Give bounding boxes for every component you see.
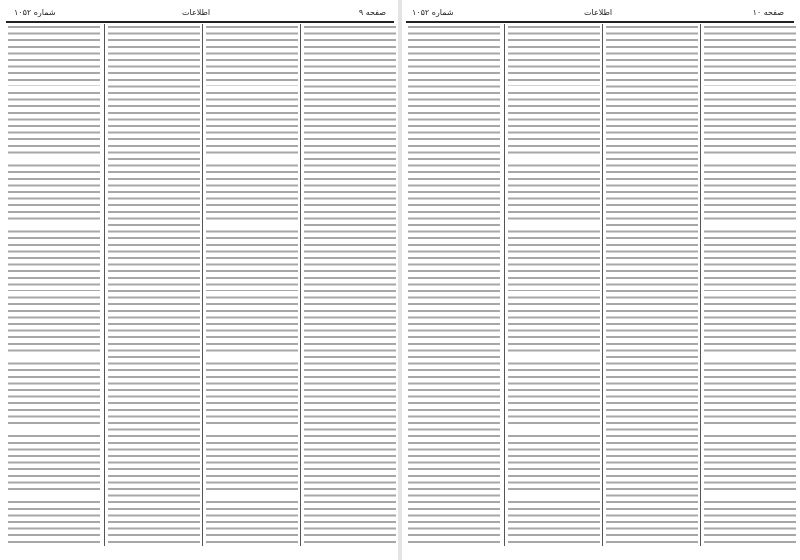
column-divider [104, 24, 105, 546]
page-number: صفحه ۹ [358, 8, 386, 17]
text-column [508, 26, 600, 546]
newspaper-title: اطلاعات [584, 8, 613, 17]
page-number: صفحه ۱۰ [752, 8, 784, 17]
text-column [8, 26, 100, 546]
column-divider [202, 24, 203, 546]
header-rule [6, 21, 394, 23]
header-rule [406, 21, 794, 23]
text-column [606, 26, 698, 546]
issue-number: شماره ۱۰۵۲ [14, 8, 56, 17]
text-column [304, 26, 396, 546]
text-column [408, 26, 500, 546]
text-column [206, 26, 298, 546]
text-column [108, 26, 200, 546]
issue-number: شماره ۱۰۵۲ [412, 8, 454, 17]
column-divider [300, 24, 301, 546]
newspaper-title: اطلاعات [182, 8, 211, 17]
column-divider [504, 24, 505, 546]
newspaper-page-right [400, 0, 800, 560]
column-divider [700, 24, 701, 546]
text-column [704, 26, 796, 546]
column-divider [602, 24, 603, 546]
